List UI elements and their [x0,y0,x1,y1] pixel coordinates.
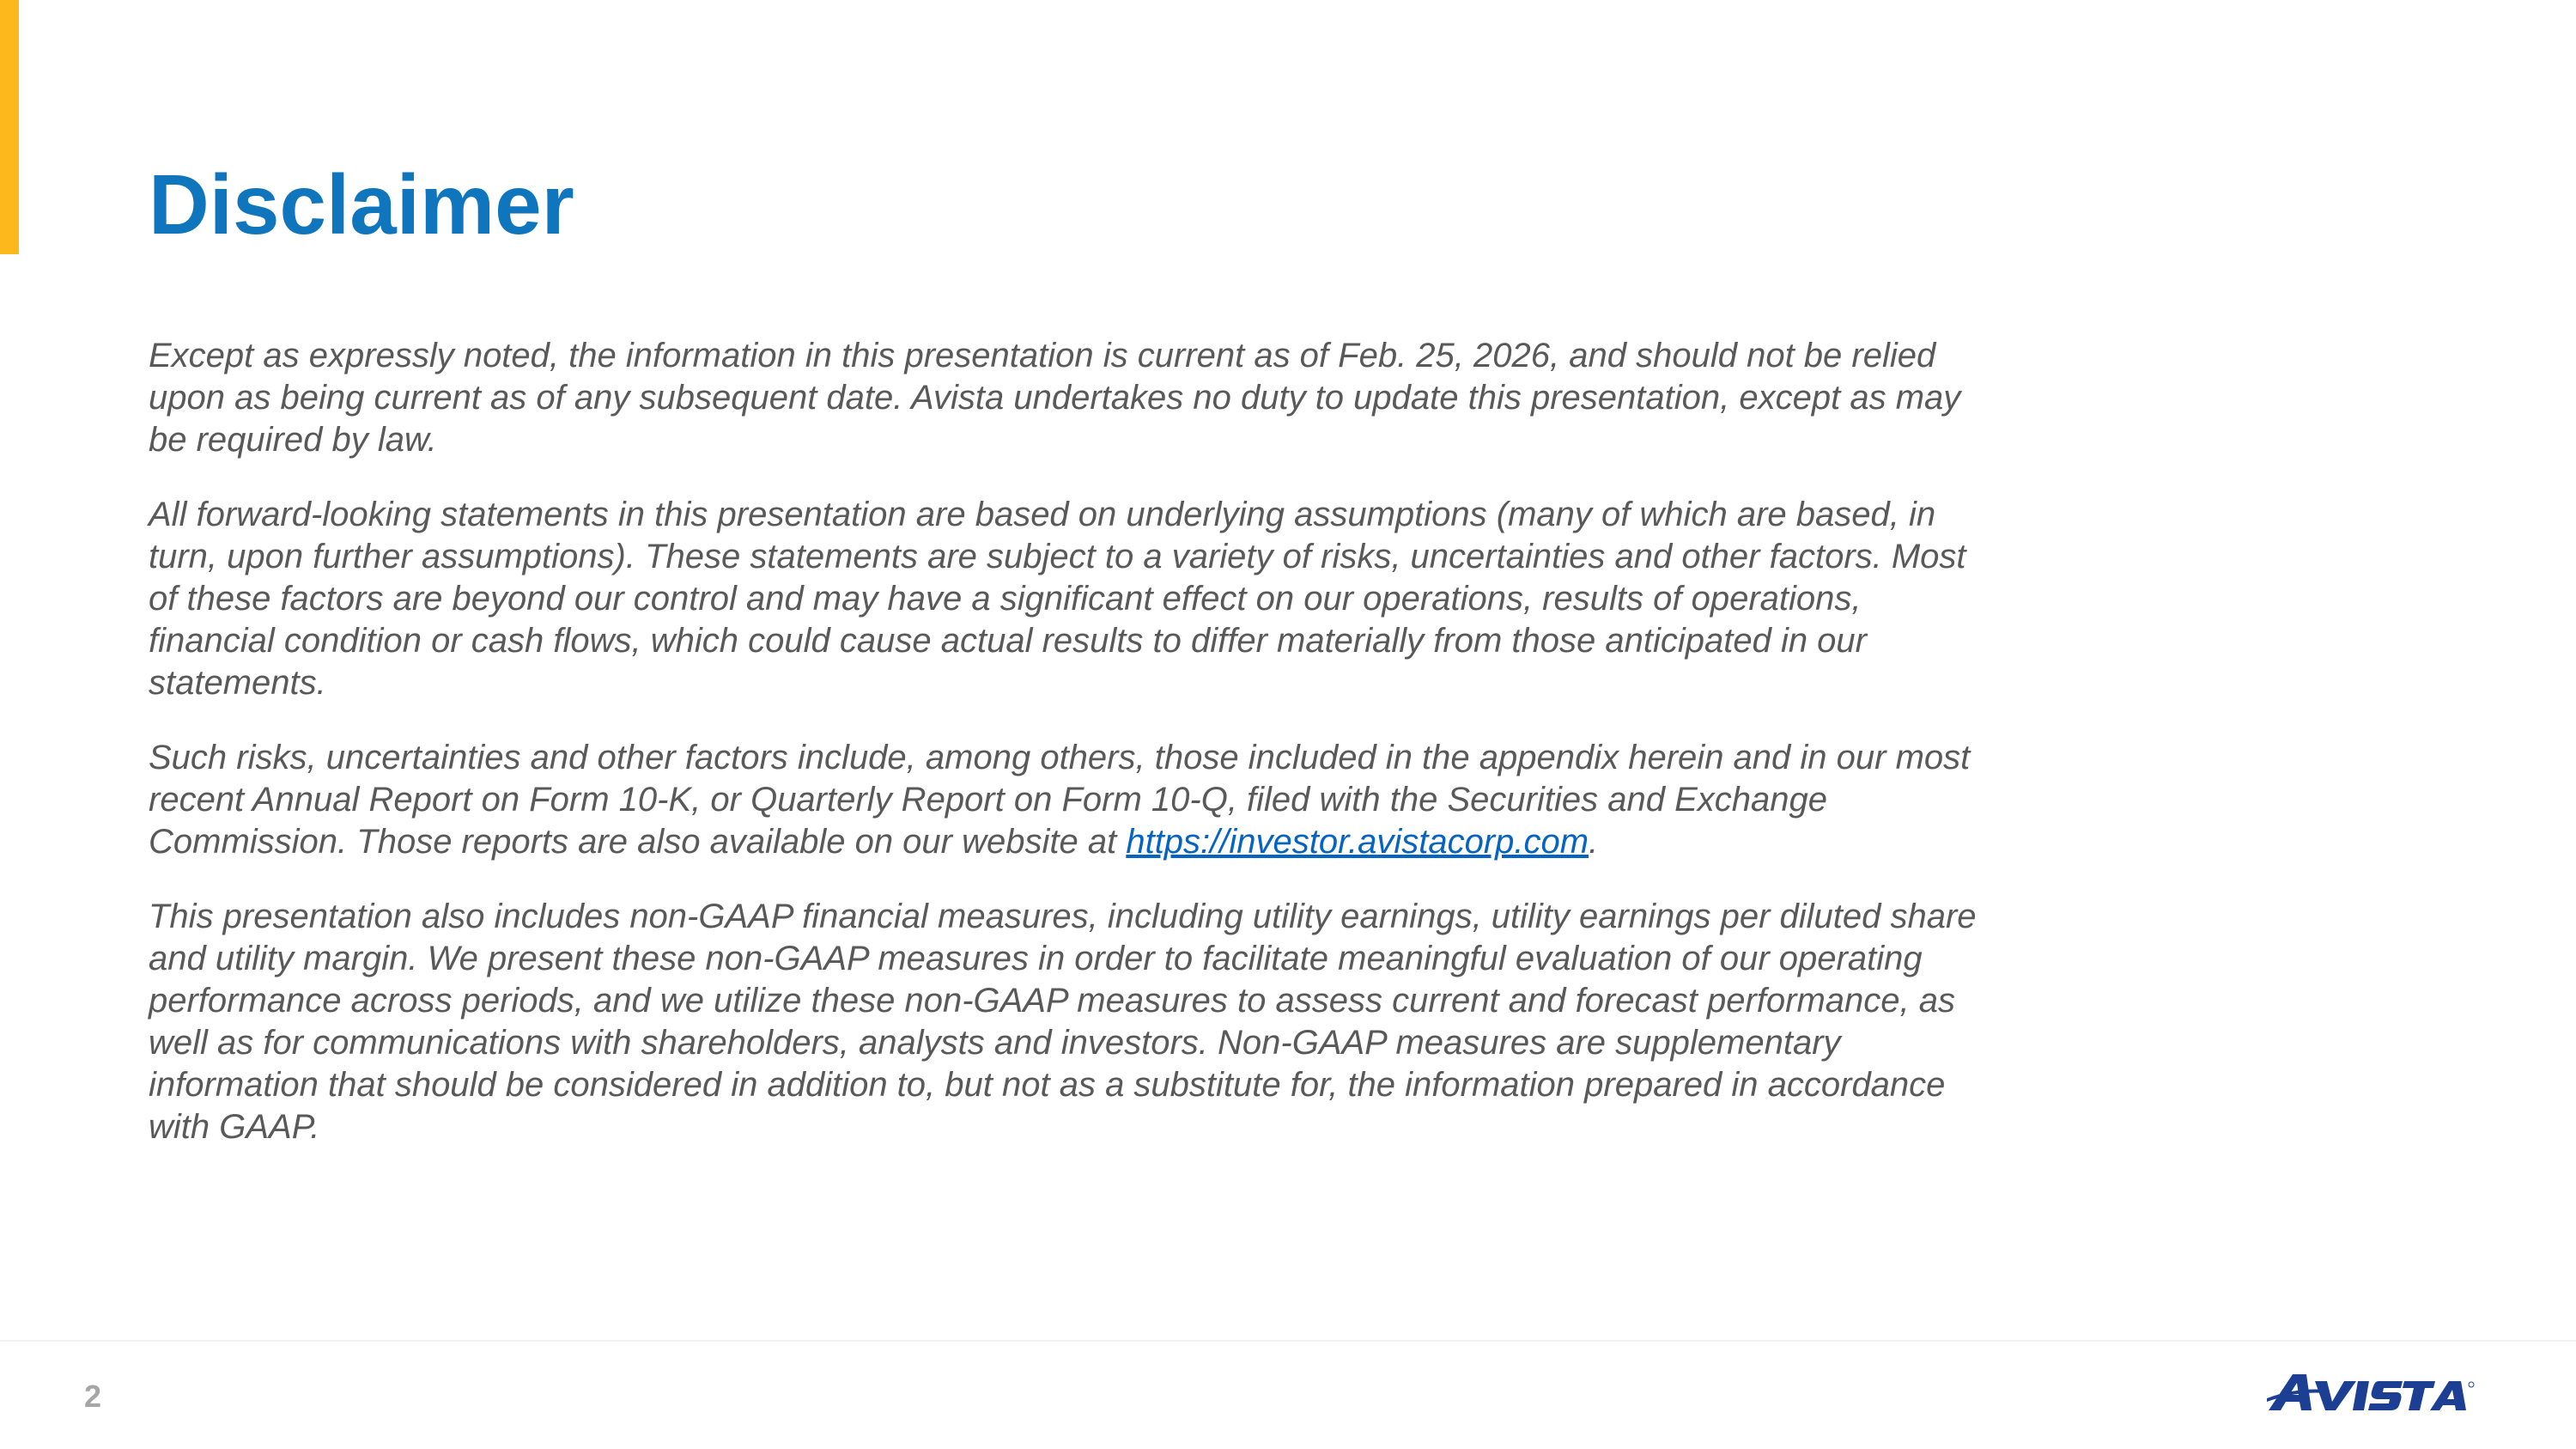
avista-logo-icon [2267,1373,2475,1412]
paragraph-risks-end: . [1589,823,1599,861]
paragraph-risks [149,737,1978,863]
investor-website-link[interactable]: https://investor.avistacorp.com [1126,823,1589,861]
paragraph-forward-looking: All forward-looking statements in this presentation are based on underlying assumptions (many of which are based, in turn, upon further assumptions). These statements are subject to a variety of risks, uncertainties and other factors. Most of these factors are beyond our control and may have a significant effect on our operations, results of operations, financial condition or cash flows, which could cause actual results to differ materially from those anticipated in our statements. [149,496,1966,702]
paragraph-non-gaap: This presentation also includes non-GAAP financial measures, including utility earnings, utility earnings per diluted share and utility margin. We present these non-GAAP measures in order to facilitate meaningful evaluation of our operating performance across periods, and we utilize these non-GAAP measures to assess current and forecast performance, as well as for communications with shareholders, analysts and investors. Non-GAAP measures are supplementary information that should be considered in addition to, but not as a substitute for, the information prepared in accordance with GAAP. [149,898,1977,1146]
slide-title: Disclaimer [149,157,574,252]
accent-bar [0,0,19,254]
disclaimer-body [149,335,1978,1181]
paragraph-risks-text: Such risks, uncertainties and other factors include, among others, those included in the appendix herein and in our most recent Annual Report on Form 10-K, or Quarterly Report on Form 10-Q, filed with the Securities and Exchange Commission. Those reports are also available on our website at [149,739,1971,861]
footer-divider [0,1340,2576,1342]
paragraph-current-info: Except as expressly noted, the information in this presentation is current as of Feb. 25, 2026, and should not be relied upon as being current as of any subsequent date. Avista undertakes no duty to update this presentation, except as may be required by law. [149,337,1961,459]
page-number: 2 [84,1379,102,1414]
